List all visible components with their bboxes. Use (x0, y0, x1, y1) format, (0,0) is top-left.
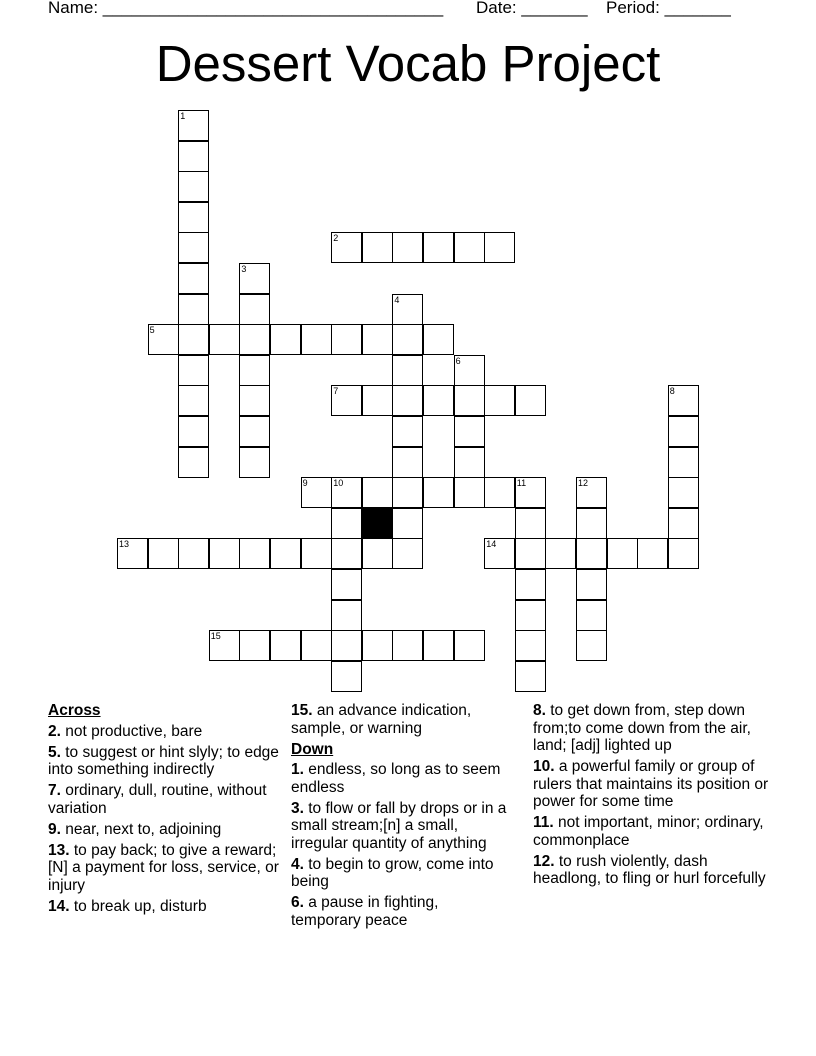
clue-number: 4. (291, 855, 304, 873)
crossword-cell[interactable] (239, 385, 270, 416)
period-field-label[interactable]: Period: _______ (606, 0, 731, 17)
clue-text: a pause in fighting, temporary peace (291, 894, 439, 929)
crossword-cell[interactable] (148, 538, 179, 569)
crossword-cell[interactable] (392, 385, 423, 416)
crossword-cell[interactable] (515, 630, 546, 661)
crossword-cell[interactable] (423, 232, 454, 263)
crossword-cell[interactable] (668, 385, 699, 416)
crossword-cell[interactable] (668, 538, 699, 569)
clue-number: 2. (48, 722, 61, 740)
clue-number: 3. (291, 799, 304, 817)
crossword-cell[interactable] (362, 477, 393, 508)
crossword-cell[interactable] (392, 538, 423, 569)
crossword-cell[interactable] (331, 232, 362, 263)
crossword-cell[interactable] (423, 385, 454, 416)
across-heading: Across (48, 702, 101, 719)
crossword-cell[interactable] (454, 385, 485, 416)
crossword-cell[interactable] (545, 538, 576, 569)
clue-number-label: 12 (578, 478, 589, 489)
crossword-cell[interactable] (515, 661, 546, 692)
crossword-cell[interactable] (454, 355, 485, 386)
crossword-cell[interactable] (392, 324, 423, 355)
crossword-cell[interactable] (392, 355, 423, 386)
crossword-cell[interactable] (576, 569, 607, 600)
crossword-cell[interactable] (576, 600, 607, 631)
crossword-cell[interactable] (178, 324, 209, 355)
crossword-cell[interactable] (148, 324, 179, 355)
clue-column-3 (533, 702, 775, 891)
crossword-cell[interactable] (392, 630, 423, 661)
clue-text: endless, so long as to seem endless (291, 761, 501, 796)
crossword-cell[interactable] (270, 538, 301, 569)
crossword-cell[interactable] (301, 630, 332, 661)
crossword-cell[interactable] (668, 508, 699, 539)
crossword-cell[interactable] (423, 324, 454, 355)
crossword-cell[interactable] (331, 569, 362, 600)
clue-number: 1. (291, 761, 304, 778)
crossword-cell[interactable] (515, 508, 546, 539)
crossword-cell[interactable] (178, 232, 209, 263)
clue-number: 5. (48, 743, 61, 761)
clue-number: 13. (48, 841, 70, 859)
clue-across-15 (291, 702, 511, 737)
crossword-cell[interactable] (178, 538, 209, 569)
crossword-cell[interactable] (331, 477, 362, 508)
crossword-cell[interactable] (607, 538, 638, 569)
crossword-cell[interactable] (392, 232, 423, 263)
clue-across-13 (48, 842, 280, 895)
clue-across-14 (48, 898, 280, 916)
crossword-cell[interactable] (484, 385, 515, 416)
crossword-cell[interactable] (301, 477, 332, 508)
crossword-cell[interactable] (576, 538, 607, 569)
crossword-cell[interactable] (209, 538, 240, 569)
clue-column-1 (48, 702, 280, 919)
clue-text: to break up, disturb (73, 897, 207, 915)
crossword-cell[interactable] (117, 538, 148, 569)
clue-text: an advance indication, sample, or warning (291, 702, 472, 737)
clue-down-6 (291, 894, 511, 929)
clue-number-label: 11 (516, 478, 527, 489)
clue-down-4 (291, 856, 511, 891)
clue-down-1 (291, 761, 511, 796)
down-heading: Down (291, 740, 334, 758)
clue-column-2 (291, 702, 511, 933)
clue-number-label: 4 (394, 294, 400, 305)
crossword-cell[interactable] (484, 232, 515, 263)
crossword-cell[interactable] (239, 263, 270, 294)
crossword-cell[interactable] (515, 569, 546, 600)
crossword-cell[interactable] (454, 232, 485, 263)
name-field-label[interactable]: Name: ____________________________________ (48, 0, 444, 17)
crossword-cell[interactable] (484, 477, 515, 508)
crossword-cell[interactable] (515, 385, 546, 416)
crossword-cell[interactable] (454, 447, 485, 478)
crossword-cell[interactable] (362, 324, 393, 355)
crossword-cell[interactable] (178, 385, 209, 416)
crossword-cell[interactable] (362, 630, 393, 661)
crossword-cell[interactable] (362, 538, 393, 569)
date-field-label[interactable]: Date: _______ (476, 0, 588, 17)
clue-number: 8. (533, 702, 546, 719)
clue-across-7 (48, 782, 280, 817)
crossword-cell[interactable] (270, 630, 301, 661)
clue-number-label: 7 (333, 386, 339, 397)
crossword-cell[interactable] (484, 538, 515, 569)
clue-number: 12. (533, 852, 555, 870)
clue-number-label: 3 (241, 264, 247, 274)
crossword-cell[interactable] (239, 294, 270, 325)
clue-across-9 (48, 821, 280, 839)
clue-text: near, next to, adjoining (65, 820, 222, 838)
crossword-cell[interactable] (331, 324, 362, 355)
crossword-cell[interactable] (392, 416, 423, 447)
crossword-cell[interactable] (637, 538, 668, 569)
crossword-cell[interactable] (178, 171, 209, 202)
clue-number: 11. (533, 814, 554, 831)
clue-number-label: 8 (669, 386, 675, 397)
clue-down-10 (533, 758, 775, 811)
clue-number-label: 1 (180, 111, 186, 121)
crossword-cell[interactable] (392, 294, 423, 325)
crossword-cell[interactable] (668, 416, 699, 447)
clue-text: not productive, bare (65, 722, 203, 740)
clue-text: not important, minor; ordinary, commonplace (533, 814, 764, 849)
crossword-cell[interactable] (239, 538, 270, 569)
crossword-cell[interactable] (362, 385, 393, 416)
clue-text: a powerful family or group of rulers that maintains its position or power for some time (533, 758, 769, 810)
clue-number-label: 9 (302, 478, 308, 489)
crossword-cell[interactable] (392, 447, 423, 478)
clue-down-8 (533, 702, 775, 755)
crossword-cell[interactable] (270, 324, 301, 355)
clue-number: 9. (48, 820, 61, 838)
clue-down-12 (533, 853, 775, 888)
crossword-cell[interactable] (331, 630, 362, 661)
crossword-cell[interactable] (178, 355, 209, 386)
crossword-cell[interactable] (178, 110, 209, 141)
clue-text: to get down from, step down from;to come down from the air, land; [adj] lighted up (533, 702, 751, 754)
clue-down-11 (533, 814, 775, 849)
crossword-cell[interactable] (423, 630, 454, 661)
crossword-cell[interactable] (515, 538, 546, 569)
crossword-cell[interactable] (576, 477, 607, 508)
crossword-cell[interactable] (239, 630, 270, 661)
crossword-cell[interactable] (301, 324, 332, 355)
crossword-cell[interactable] (239, 355, 270, 386)
crossword-cell[interactable] (331, 538, 362, 569)
black-square (362, 508, 393, 539)
clue-number-label: 6 (455, 355, 461, 366)
crossword-cell[interactable] (178, 447, 209, 478)
clue-number-label: 10 (333, 478, 344, 489)
crossword-cell[interactable] (423, 477, 454, 508)
clue-number: 15. (291, 702, 313, 719)
crossword-cell[interactable] (515, 600, 546, 631)
crossword-cell[interactable] (576, 508, 607, 539)
clue-text: to rush violently, dash headlong, to fling or hurl forcefully (533, 852, 766, 887)
crossword-cell[interactable] (576, 630, 607, 661)
crossword-cell[interactable] (392, 508, 423, 539)
crossword-cell[interactable] (331, 600, 362, 631)
crossword-cell[interactable] (362, 232, 393, 263)
clue-number-label: 13 (119, 539, 130, 550)
clue-number: 14. (48, 897, 70, 915)
crossword-cell[interactable] (209, 324, 240, 355)
clue-number-label: 5 (149, 325, 155, 336)
clue-text: to begin to grow, come into being (291, 855, 494, 890)
crossword-cell[interactable] (178, 141, 209, 172)
crossword-cell[interactable] (239, 416, 270, 447)
crossword-cell[interactable] (209, 630, 240, 661)
clue-number: 6. (291, 894, 304, 911)
clue-number-label: 14 (486, 539, 497, 550)
crossword-cell[interactable] (239, 447, 270, 478)
clue-number: 10. (533, 758, 555, 775)
crossword-cell[interactable] (239, 324, 270, 355)
clue-across-2 (48, 723, 280, 741)
clue-across-5 (48, 744, 280, 779)
clue-number-label: 15 (210, 631, 221, 642)
crossword-cell[interactable] (454, 630, 485, 661)
crossword-cell[interactable] (331, 385, 362, 416)
crossword-cell[interactable] (178, 294, 209, 325)
clue-text: to pay back; to give a reward; [N] a payment for loss, service, or injury (48, 841, 279, 894)
crossword-cell[interactable] (178, 263, 209, 294)
crossword-cell[interactable] (331, 508, 362, 539)
crossword-cell[interactable] (454, 477, 485, 508)
crossword-cell[interactable] (668, 477, 699, 508)
crossword-cell[interactable] (668, 447, 699, 478)
clue-number: 7. (48, 782, 61, 799)
crossword-cell[interactable] (392, 477, 423, 508)
clue-text: to flow or fall by drops or in a small stream;[n] a small, irregular quantity of anything (291, 799, 507, 852)
page-title: Dessert Vocab Project (155, 35, 661, 92)
clue-number-label: 2 (333, 233, 339, 244)
clue-text: to suggest or hint slyly; to edge into something indirectly (48, 743, 279, 778)
crossword-cell[interactable] (301, 538, 332, 569)
crossword-cell[interactable] (178, 416, 209, 447)
crossword-cell[interactable] (454, 416, 485, 447)
crossword-cell[interactable] (178, 202, 209, 233)
crossword-cell[interactable] (331, 661, 362, 692)
clue-down-3 (291, 800, 511, 853)
crossword-cell[interactable] (515, 477, 546, 508)
clue-text: ordinary, dull, routine, without variation (48, 782, 267, 817)
